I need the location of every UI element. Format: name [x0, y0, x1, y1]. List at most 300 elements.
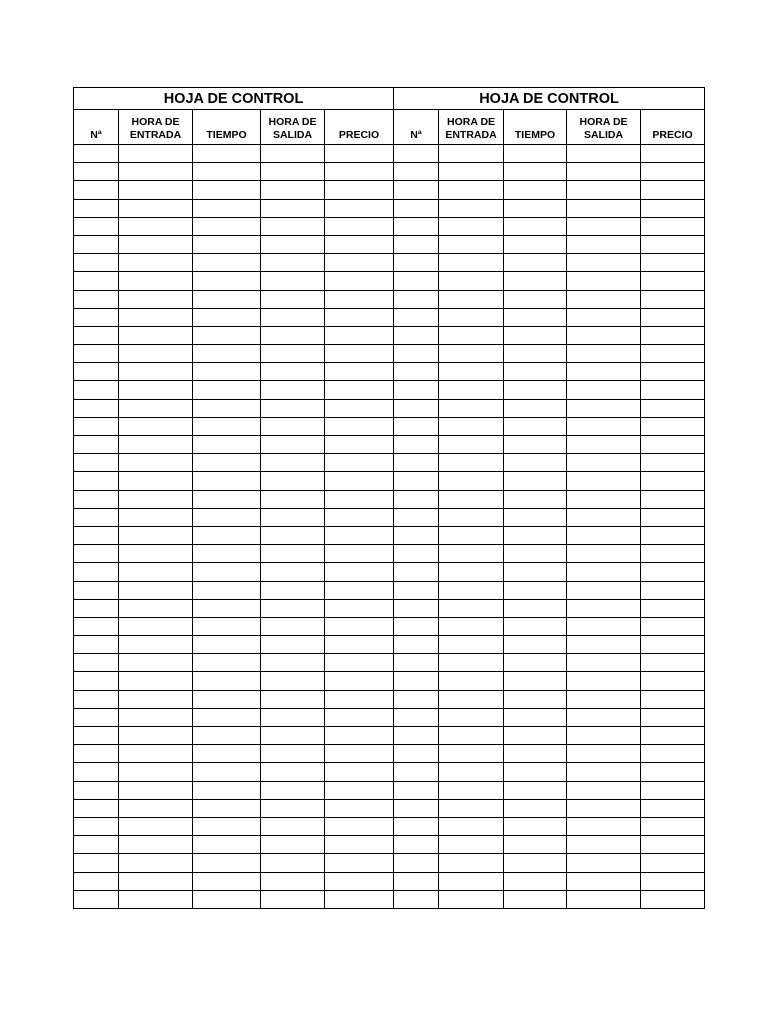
table-cell[interactable]	[439, 381, 504, 399]
table-cell[interactable]	[439, 872, 504, 890]
table-cell[interactable]	[567, 654, 641, 672]
table-cell[interactable]	[439, 163, 504, 181]
table-cell[interactable]	[119, 727, 193, 745]
table-cell[interactable]	[439, 763, 504, 781]
table-cell[interactable]	[439, 781, 504, 799]
table-cell[interactable]	[504, 436, 567, 454]
table-cell[interactable]	[119, 272, 193, 290]
table-cell[interactable]	[325, 599, 394, 617]
table-cell[interactable]	[394, 308, 439, 326]
table-cell[interactable]	[261, 290, 325, 308]
table-cell[interactable]	[193, 727, 261, 745]
table-cell[interactable]	[119, 290, 193, 308]
table-cell[interactable]	[325, 690, 394, 708]
table-cell[interactable]	[394, 163, 439, 181]
table-cell[interactable]	[193, 472, 261, 490]
table-cell[interactable]	[567, 490, 641, 508]
table-cell[interactable]	[394, 817, 439, 835]
table-cell[interactable]	[261, 363, 325, 381]
table-cell[interactable]	[641, 745, 705, 763]
table-cell[interactable]	[119, 545, 193, 563]
table-cell[interactable]	[119, 381, 193, 399]
table-cell[interactable]	[261, 745, 325, 763]
table-cell[interactable]	[74, 181, 119, 199]
table-cell[interactable]	[325, 399, 394, 417]
table-cell[interactable]	[193, 872, 261, 890]
table-cell[interactable]	[641, 508, 705, 526]
table-cell[interactable]	[325, 636, 394, 654]
table-cell[interactable]	[261, 854, 325, 872]
table-cell[interactable]	[567, 690, 641, 708]
table-cell[interactable]	[641, 290, 705, 308]
table-cell[interactable]	[641, 363, 705, 381]
table-cell[interactable]	[261, 163, 325, 181]
table-cell[interactable]	[394, 326, 439, 344]
table-cell[interactable]	[394, 763, 439, 781]
table-cell[interactable]	[439, 399, 504, 417]
table-cell[interactable]	[193, 672, 261, 690]
table-cell[interactable]	[74, 836, 119, 854]
table-cell[interactable]	[325, 508, 394, 526]
table-cell[interactable]	[394, 199, 439, 217]
table-cell[interactable]	[261, 217, 325, 235]
table-cell[interactable]	[567, 799, 641, 817]
table-cell[interactable]	[193, 817, 261, 835]
table-cell[interactable]	[504, 708, 567, 726]
table-cell[interactable]	[193, 890, 261, 908]
table-cell[interactable]	[394, 599, 439, 617]
table-cell[interactable]	[325, 708, 394, 726]
table-cell[interactable]	[394, 381, 439, 399]
table-cell[interactable]	[193, 254, 261, 272]
table-cell[interactable]	[567, 836, 641, 854]
table-cell[interactable]	[193, 599, 261, 617]
table-cell[interactable]	[119, 326, 193, 344]
table-cell[interactable]	[567, 508, 641, 526]
table-cell[interactable]	[119, 526, 193, 544]
table-cell[interactable]	[394, 654, 439, 672]
table-cell[interactable]	[74, 636, 119, 654]
table-cell[interactable]	[261, 145, 325, 163]
table-cell[interactable]	[193, 363, 261, 381]
table-cell[interactable]	[394, 708, 439, 726]
table-cell[interactable]	[325, 454, 394, 472]
table-cell[interactable]	[193, 217, 261, 235]
table-cell[interactable]	[439, 727, 504, 745]
table-cell[interactable]	[325, 817, 394, 835]
table-cell[interactable]	[567, 781, 641, 799]
table-cell[interactable]	[641, 617, 705, 635]
table-cell[interactable]	[567, 563, 641, 581]
table-cell[interactable]	[193, 163, 261, 181]
table-cell[interactable]	[641, 526, 705, 544]
table-cell[interactable]	[261, 199, 325, 217]
table-cell[interactable]	[193, 308, 261, 326]
table-cell[interactable]	[504, 508, 567, 526]
table-cell[interactable]	[567, 217, 641, 235]
table-cell[interactable]	[325, 345, 394, 363]
table-cell[interactable]	[74, 799, 119, 817]
table-cell[interactable]	[193, 690, 261, 708]
table-cell[interactable]	[439, 745, 504, 763]
table-cell[interactable]	[439, 854, 504, 872]
table-cell[interactable]	[504, 581, 567, 599]
table-cell[interactable]	[193, 145, 261, 163]
table-cell[interactable]	[119, 145, 193, 163]
table-cell[interactable]	[641, 654, 705, 672]
table-cell[interactable]	[261, 472, 325, 490]
table-cell[interactable]	[119, 817, 193, 835]
table-cell[interactable]	[325, 235, 394, 253]
table-cell[interactable]	[74, 145, 119, 163]
table-cell[interactable]	[193, 781, 261, 799]
table-cell[interactable]	[261, 308, 325, 326]
table-cell[interactable]	[261, 708, 325, 726]
table-cell[interactable]	[504, 672, 567, 690]
table-cell[interactable]	[74, 890, 119, 908]
table-cell[interactable]	[325, 545, 394, 563]
table-cell[interactable]	[504, 145, 567, 163]
table-cell[interactable]	[641, 417, 705, 435]
table-cell[interactable]	[261, 727, 325, 745]
table-cell[interactable]	[394, 235, 439, 253]
table-cell[interactable]	[193, 290, 261, 308]
table-cell[interactable]	[641, 872, 705, 890]
table-cell[interactable]	[394, 545, 439, 563]
table-cell[interactable]	[439, 254, 504, 272]
table-cell[interactable]	[119, 417, 193, 435]
table-cell[interactable]	[74, 436, 119, 454]
table-cell[interactable]	[641, 890, 705, 908]
table-cell[interactable]	[641, 272, 705, 290]
table-cell[interactable]	[641, 781, 705, 799]
table-cell[interactable]	[74, 672, 119, 690]
table-cell[interactable]	[119, 345, 193, 363]
table-cell[interactable]	[193, 417, 261, 435]
table-cell[interactable]	[193, 381, 261, 399]
table-cell[interactable]	[394, 490, 439, 508]
table-cell[interactable]	[439, 599, 504, 617]
table-cell[interactable]	[504, 836, 567, 854]
table-cell[interactable]	[325, 526, 394, 544]
table-cell[interactable]	[439, 199, 504, 217]
table-cell[interactable]	[394, 727, 439, 745]
table-cell[interactable]	[74, 235, 119, 253]
table-cell[interactable]	[641, 727, 705, 745]
table-cell[interactable]	[504, 472, 567, 490]
table-cell[interactable]	[193, 235, 261, 253]
table-cell[interactable]	[261, 545, 325, 563]
table-cell[interactable]	[261, 654, 325, 672]
table-cell[interactable]	[439, 636, 504, 654]
table-cell[interactable]	[641, 399, 705, 417]
table-cell[interactable]	[504, 872, 567, 890]
table-cell[interactable]	[119, 181, 193, 199]
table-cell[interactable]	[325, 472, 394, 490]
table-cell[interactable]	[504, 399, 567, 417]
table-cell[interactable]	[74, 399, 119, 417]
table-cell[interactable]	[641, 636, 705, 654]
table-cell[interactable]	[439, 145, 504, 163]
table-cell[interactable]	[261, 763, 325, 781]
table-cell[interactable]	[394, 454, 439, 472]
table-cell[interactable]	[119, 854, 193, 872]
table-cell[interactable]	[439, 890, 504, 908]
table-cell[interactable]	[74, 508, 119, 526]
table-cell[interactable]	[325, 745, 394, 763]
table-cell[interactable]	[119, 454, 193, 472]
table-cell[interactable]	[439, 581, 504, 599]
table-cell[interactable]	[394, 745, 439, 763]
table-cell[interactable]	[567, 272, 641, 290]
table-cell[interactable]	[74, 817, 119, 835]
table-cell[interactable]	[394, 217, 439, 235]
table-cell[interactable]	[119, 254, 193, 272]
table-cell[interactable]	[641, 599, 705, 617]
table-cell[interactable]	[74, 163, 119, 181]
table-cell[interactable]	[193, 745, 261, 763]
table-cell[interactable]	[504, 381, 567, 399]
table-cell[interactable]	[641, 326, 705, 344]
table-cell[interactable]	[261, 272, 325, 290]
table-cell[interactable]	[74, 763, 119, 781]
table-cell[interactable]	[504, 326, 567, 344]
table-cell[interactable]	[394, 290, 439, 308]
table-cell[interactable]	[567, 181, 641, 199]
table-cell[interactable]	[641, 145, 705, 163]
table-cell[interactable]	[394, 799, 439, 817]
table-cell[interactable]	[567, 708, 641, 726]
table-cell[interactable]	[74, 690, 119, 708]
table-cell[interactable]	[119, 708, 193, 726]
table-cell[interactable]	[261, 326, 325, 344]
table-cell[interactable]	[119, 399, 193, 417]
table-cell[interactable]	[261, 599, 325, 617]
table-cell[interactable]	[261, 181, 325, 199]
table-cell[interactable]	[394, 890, 439, 908]
table-cell[interactable]	[504, 526, 567, 544]
table-cell[interactable]	[193, 345, 261, 363]
table-cell[interactable]	[439, 799, 504, 817]
table-cell[interactable]	[261, 563, 325, 581]
table-cell[interactable]	[119, 617, 193, 635]
table-cell[interactable]	[74, 545, 119, 563]
table-cell[interactable]	[641, 436, 705, 454]
table-cell[interactable]	[567, 599, 641, 617]
table-cell[interactable]	[567, 763, 641, 781]
table-cell[interactable]	[325, 145, 394, 163]
table-cell[interactable]	[504, 345, 567, 363]
table-cell[interactable]	[193, 526, 261, 544]
table-cell[interactable]	[504, 545, 567, 563]
table-cell[interactable]	[193, 490, 261, 508]
table-cell[interactable]	[504, 781, 567, 799]
table-cell[interactable]	[74, 326, 119, 344]
table-cell[interactable]	[394, 617, 439, 635]
table-cell[interactable]	[567, 526, 641, 544]
table-cell[interactable]	[567, 472, 641, 490]
table-cell[interactable]	[261, 781, 325, 799]
table-cell[interactable]	[119, 490, 193, 508]
table-cell[interactable]	[504, 617, 567, 635]
table-cell[interactable]	[325, 581, 394, 599]
table-cell[interactable]	[567, 290, 641, 308]
table-cell[interactable]	[325, 381, 394, 399]
table-cell[interactable]	[504, 235, 567, 253]
table-cell[interactable]	[261, 617, 325, 635]
table-cell[interactable]	[119, 799, 193, 817]
table-cell[interactable]	[119, 599, 193, 617]
table-cell[interactable]	[567, 436, 641, 454]
table-cell[interactable]	[394, 399, 439, 417]
table-cell[interactable]	[325, 363, 394, 381]
table-cell[interactable]	[325, 290, 394, 308]
table-cell[interactable]	[504, 490, 567, 508]
table-cell[interactable]	[261, 872, 325, 890]
table-cell[interactable]	[193, 199, 261, 217]
table-cell[interactable]	[567, 672, 641, 690]
table-cell[interactable]	[119, 563, 193, 581]
table-cell[interactable]	[325, 836, 394, 854]
table-cell[interactable]	[504, 454, 567, 472]
table-cell[interactable]	[504, 763, 567, 781]
table-cell[interactable]	[261, 235, 325, 253]
table-cell[interactable]	[394, 636, 439, 654]
table-cell[interactable]	[74, 199, 119, 217]
table-cell[interactable]	[504, 254, 567, 272]
table-cell[interactable]	[74, 454, 119, 472]
table-cell[interactable]	[439, 672, 504, 690]
table-cell[interactable]	[193, 436, 261, 454]
table-cell[interactable]	[193, 799, 261, 817]
table-cell[interactable]	[74, 417, 119, 435]
table-cell[interactable]	[119, 436, 193, 454]
table-cell[interactable]	[641, 581, 705, 599]
table-cell[interactable]	[394, 563, 439, 581]
table-cell[interactable]	[261, 417, 325, 435]
table-cell[interactable]	[74, 581, 119, 599]
table-cell[interactable]	[567, 617, 641, 635]
table-cell[interactable]	[74, 727, 119, 745]
table-cell[interactable]	[641, 254, 705, 272]
table-cell[interactable]	[641, 854, 705, 872]
table-cell[interactable]	[119, 163, 193, 181]
table-cell[interactable]	[504, 199, 567, 217]
table-cell[interactable]	[119, 363, 193, 381]
table-cell[interactable]	[325, 436, 394, 454]
table-cell[interactable]	[641, 799, 705, 817]
table-cell[interactable]	[641, 235, 705, 253]
table-cell[interactable]	[394, 145, 439, 163]
table-cell[interactable]	[261, 490, 325, 508]
table-cell[interactable]	[74, 363, 119, 381]
table-cell[interactable]	[439, 836, 504, 854]
table-cell[interactable]	[504, 163, 567, 181]
table-cell[interactable]	[641, 545, 705, 563]
table-cell[interactable]	[567, 163, 641, 181]
table-cell[interactable]	[641, 672, 705, 690]
table-cell[interactable]	[394, 526, 439, 544]
table-cell[interactable]	[641, 345, 705, 363]
table-cell[interactable]	[567, 636, 641, 654]
table-cell[interactable]	[119, 781, 193, 799]
table-cell[interactable]	[119, 872, 193, 890]
table-cell[interactable]	[74, 254, 119, 272]
table-cell[interactable]	[325, 490, 394, 508]
table-cell[interactable]	[119, 199, 193, 217]
table-cell[interactable]	[504, 417, 567, 435]
table-cell[interactable]	[641, 490, 705, 508]
table-cell[interactable]	[261, 381, 325, 399]
table-cell[interactable]	[567, 890, 641, 908]
table-cell[interactable]	[325, 272, 394, 290]
table-cell[interactable]	[325, 872, 394, 890]
table-cell[interactable]	[193, 508, 261, 526]
table-cell[interactable]	[193, 708, 261, 726]
table-cell[interactable]	[641, 472, 705, 490]
table-cell[interactable]	[439, 308, 504, 326]
table-cell[interactable]	[504, 690, 567, 708]
table-cell[interactable]	[119, 636, 193, 654]
table-cell[interactable]	[394, 672, 439, 690]
table-cell[interactable]	[504, 636, 567, 654]
table-cell[interactable]	[261, 836, 325, 854]
table-cell[interactable]	[567, 745, 641, 763]
table-cell[interactable]	[504, 290, 567, 308]
table-cell[interactable]	[504, 308, 567, 326]
table-cell[interactable]	[261, 454, 325, 472]
table-cell[interactable]	[439, 272, 504, 290]
table-cell[interactable]	[567, 817, 641, 835]
table-cell[interactable]	[504, 745, 567, 763]
table-cell[interactable]	[325, 199, 394, 217]
table-cell[interactable]	[193, 617, 261, 635]
table-cell[interactable]	[504, 727, 567, 745]
table-cell[interactable]	[394, 345, 439, 363]
table-cell[interactable]	[439, 545, 504, 563]
table-cell[interactable]	[325, 781, 394, 799]
table-cell[interactable]	[567, 454, 641, 472]
table-cell[interactable]	[119, 508, 193, 526]
table-cell[interactable]	[439, 290, 504, 308]
table-cell[interactable]	[325, 308, 394, 326]
table-cell[interactable]	[567, 417, 641, 435]
table-cell[interactable]	[567, 854, 641, 872]
table-cell[interactable]	[567, 872, 641, 890]
table-cell[interactable]	[325, 417, 394, 435]
table-cell[interactable]	[439, 181, 504, 199]
table-cell[interactable]	[325, 617, 394, 635]
table-cell[interactable]	[193, 581, 261, 599]
table-cell[interactable]	[567, 381, 641, 399]
table-cell[interactable]	[439, 617, 504, 635]
table-cell[interactable]	[119, 890, 193, 908]
table-cell[interactable]	[261, 690, 325, 708]
table-cell[interactable]	[567, 363, 641, 381]
table-cell[interactable]	[504, 217, 567, 235]
table-cell[interactable]	[641, 563, 705, 581]
table-cell[interactable]	[261, 817, 325, 835]
table-cell[interactable]	[641, 381, 705, 399]
table-cell[interactable]	[193, 454, 261, 472]
table-cell[interactable]	[439, 654, 504, 672]
table-cell[interactable]	[261, 436, 325, 454]
table-cell[interactable]	[567, 199, 641, 217]
table-cell[interactable]	[567, 581, 641, 599]
table-cell[interactable]	[119, 672, 193, 690]
table-cell[interactable]	[325, 799, 394, 817]
table-cell[interactable]	[504, 181, 567, 199]
